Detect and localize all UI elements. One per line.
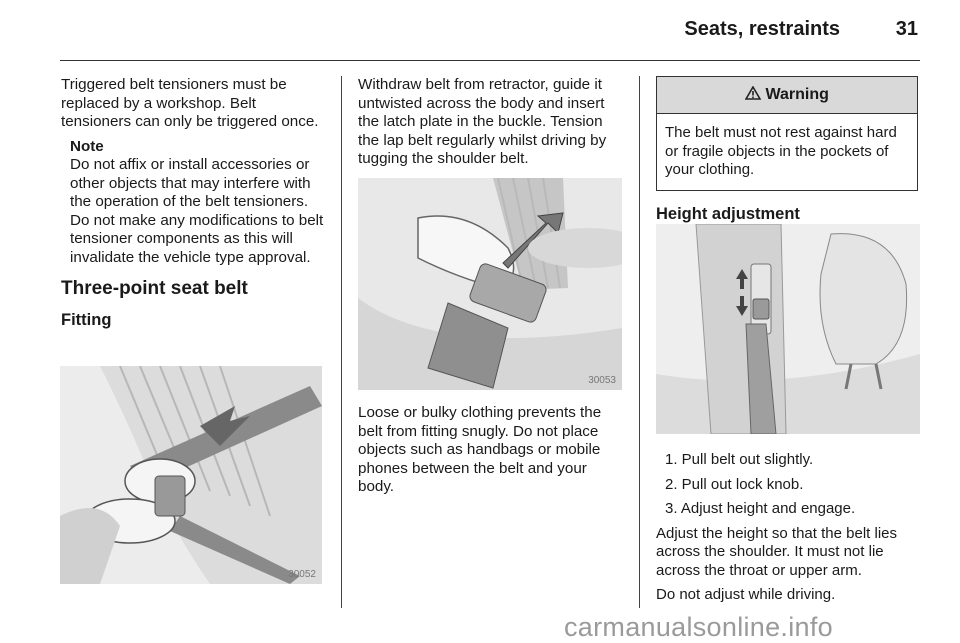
column-divider-2: [639, 76, 640, 608]
intro-paragraph: Triggered belt tensioners must be replaced by a workshop. Belt tensioners can only be triggered once.: [61, 76, 319, 130]
header-rule: [60, 60, 920, 61]
column-divider-1: [341, 76, 342, 608]
note-block: [70, 138, 329, 268]
warning-title: Warning: [765, 86, 829, 103]
list-item: 3. Adjust height and engage.: [665, 500, 856, 517]
subsection-title: Fitting: [61, 311, 112, 329]
warning-triangle-icon: [745, 86, 765, 103]
column-3-lower: [656, 451, 920, 605]
warning-box: [656, 76, 918, 191]
watermark: carmanualsonline.info: [564, 612, 833, 642]
list-item: 1. Pull belt out slightly.: [665, 451, 814, 468]
fitting-illustration: [60, 366, 322, 584]
figure-code: 30053: [588, 375, 616, 386]
note-title: Note: [70, 137, 104, 155]
page-header-title: Seats, restraints: [684, 18, 840, 40]
note-text: Do not affix or install accessories or other objects that may interfere with the operation of the belt tensioners. Do not make any modifications to belt tensioner components as this will invalidate the vehicle type approval.: [70, 156, 324, 266]
column-2-lower: [358, 404, 626, 497]
buckle-illustration: [358, 178, 622, 390]
column-2: [358, 76, 626, 169]
clothing-paragraph: Loose or bulky clothing prevents the belt from fitting snugly. Do not place objects such as handbags or mobile phones between the belt and your body.: [358, 404, 602, 495]
page-number: 31: [895, 18, 918, 40]
column-1: [61, 76, 329, 331]
section-title: Three-point seat belt: [61, 278, 248, 299]
height-adjustment-illustration: [656, 224, 920, 434]
adjust-paragraph: Adjust the height so that the belt lies across the shoulder. It must not lie across the throat or upper arm.: [656, 524, 897, 579]
list-item: 2. Pull out lock knob.: [665, 475, 804, 493]
figure-code: 30052: [288, 569, 316, 580]
height-adjustment-heading: Height adjustment: [656, 204, 800, 223]
instruction-paragraph: Withdraw belt from retractor, guide it untwisted across the body and insert the latch plate in the buckle. Tension the lap belt regularly whilst driving by tugging the shoulder belt.: [358, 76, 607, 167]
warning-header: [657, 77, 917, 114]
no-adjust-paragraph: Do not adjust while driving.: [656, 586, 836, 603]
warning-text: The belt must not rest against hard or fragile objects in the pockets of your clothing.: [665, 124, 897, 178]
steps-list: [656, 451, 920, 519]
column-3: [656, 76, 918, 225]
